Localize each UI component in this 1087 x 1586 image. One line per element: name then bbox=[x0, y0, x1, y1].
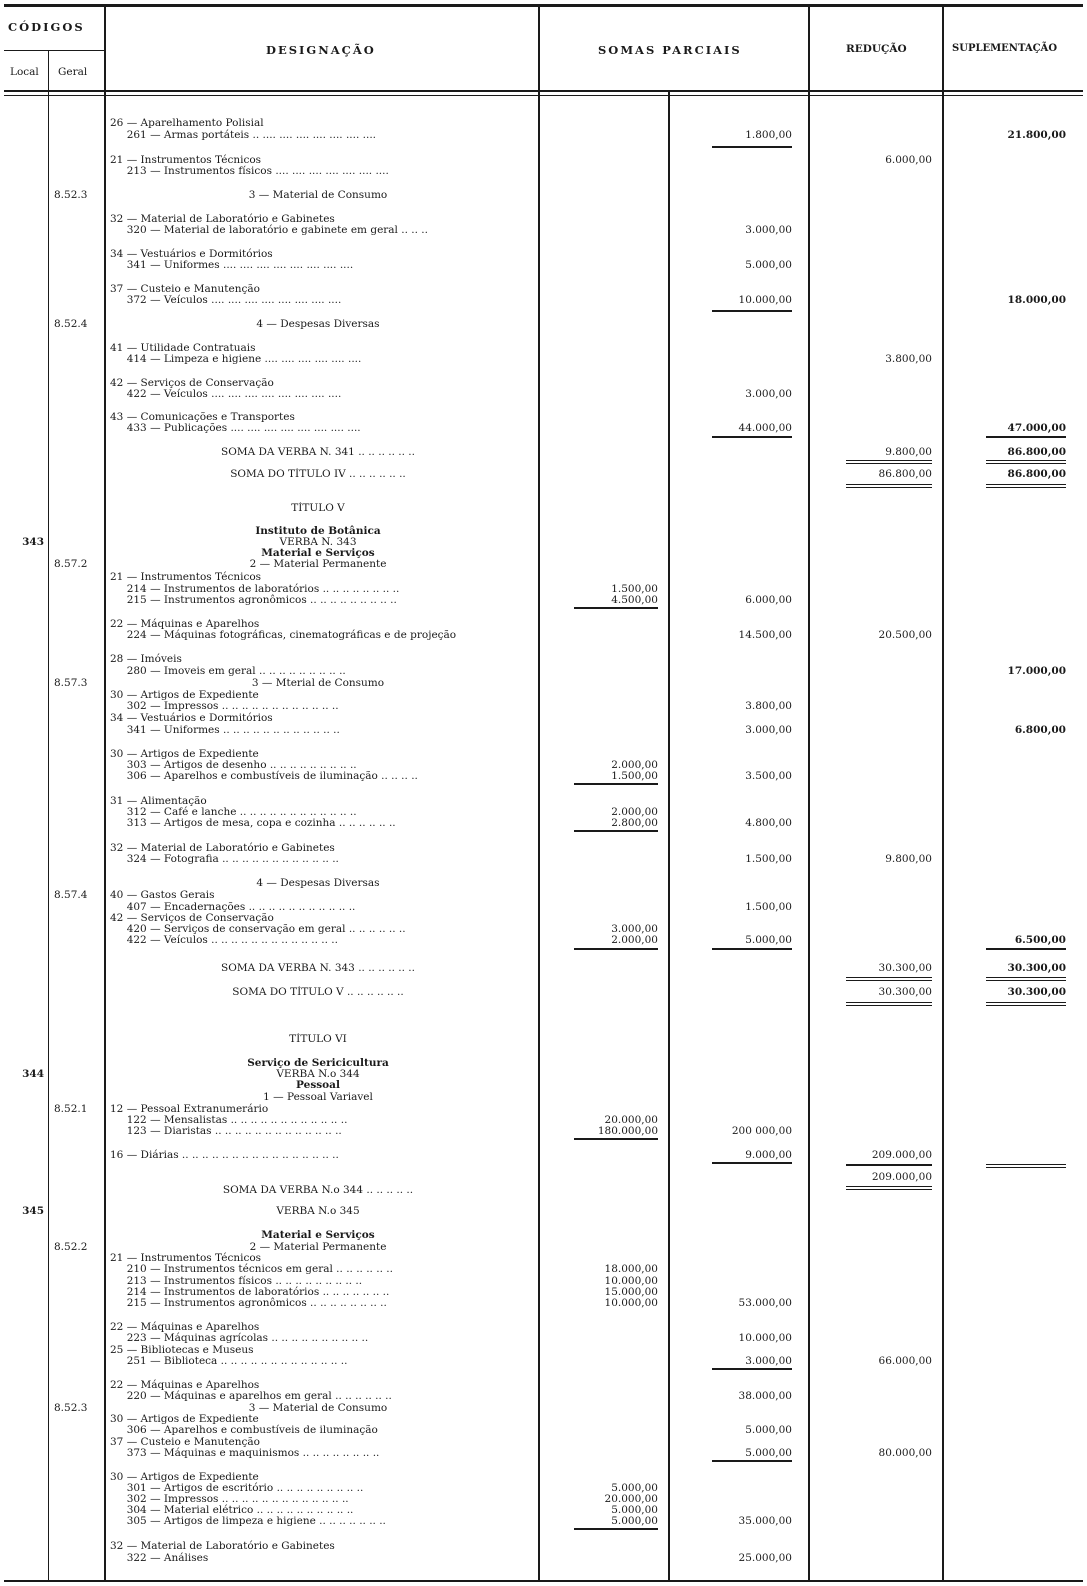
designacao-text: 31 — Alimentação bbox=[110, 795, 207, 807]
ledger-row bbox=[0, 1205, 1087, 1218]
ledger-row bbox=[0, 1515, 1087, 1528]
designacao-text: 302 — Impressos .. .. .. .. .. .. .. .. .. .. .. .. bbox=[110, 700, 339, 712]
ledger-row bbox=[0, 629, 1087, 642]
designacao-text: 312 — Café e lanche .. .. .. .. .. .. .. .. .. .. .. .. bbox=[110, 806, 357, 818]
soma-parcial-2: 5.000,00 bbox=[745, 259, 792, 271]
designacao-text: 407 — Encadernações .. .. .. .. .. .. .. .. .. .. .. bbox=[110, 901, 356, 913]
soma-parcial-2: 3.000,00 bbox=[745, 224, 792, 236]
header-somas-parciais: SOMAS PARCIAIS bbox=[598, 43, 742, 57]
code-geral: 8.57.3 bbox=[54, 677, 88, 689]
ledger-row bbox=[0, 446, 1087, 459]
suplementacao-value: 6.800,00 bbox=[1014, 724, 1066, 736]
total-rule bbox=[574, 1528, 658, 1530]
designacao-text: 422 — Veículos .... .... .... .... .... .... .... .... bbox=[110, 388, 342, 400]
top-border bbox=[4, 4, 1083, 7]
reducao-value: 20.500,00 bbox=[878, 629, 932, 641]
header-local: Local bbox=[10, 66, 39, 78]
soma-parcial-2: 38.000,00 bbox=[738, 1390, 792, 1402]
ledger-row bbox=[0, 468, 1087, 481]
suplementacao-value: 18.000,00 bbox=[1007, 294, 1066, 306]
designacao-text: SOMA DA VERBA N. 341 .. .. .. .. .. .. bbox=[221, 446, 415, 458]
ledger-row bbox=[0, 1184, 1087, 1197]
suplementacao-value: 6.500,00 bbox=[1014, 934, 1066, 946]
designacao-text: 302 — Impressos .. .. .. .. .. .. .. .. .. .. .. .. .. bbox=[110, 1493, 349, 1505]
soma-parcial-2: 53.000,00 bbox=[738, 1297, 792, 1309]
designacao-text: 4 — Despesas Diversas bbox=[256, 877, 380, 889]
designacao-text: 215 — Instrumentos agronômicos .. .. .. .. .. .. .. .. bbox=[110, 1297, 387, 1309]
total-rule bbox=[986, 948, 1066, 950]
designacao-text: 3 — Material de Consumo bbox=[248, 1402, 388, 1414]
total-rule bbox=[712, 1162, 792, 1164]
total-rule bbox=[846, 460, 932, 461]
soma-parcial-2: 200 000,00 bbox=[731, 1125, 792, 1137]
designacao-text: SOMA DO TÍTULO IV .. .. .. .. .. .. bbox=[230, 468, 406, 480]
designacao-text: 372 — Veículos .... .... .... .... .... .... .... .... bbox=[110, 294, 342, 306]
suplementacao-value: 21.800,00 bbox=[1007, 129, 1066, 141]
soma-parcial-1: 5.000,00 bbox=[611, 1504, 658, 1516]
designacao-text: 26 — Aparelhamento Polisial bbox=[110, 117, 264, 129]
ledger-row bbox=[0, 502, 1087, 515]
header-geral: Geral bbox=[58, 66, 88, 78]
designacao-text: 213 — Instrumentos físicos .... .... .... .... .... .... .... bbox=[110, 165, 389, 177]
header-reducao: REDUÇÃO bbox=[846, 43, 907, 55]
soma-parcial-2: 1.500,00 bbox=[745, 853, 792, 865]
designacao-text: 40 — Gastos Gerais bbox=[110, 889, 215, 901]
designacao-text: 32 — Material de Laboratório e Gabinetes bbox=[110, 213, 335, 225]
soma-parcial-1: 20.000,00 bbox=[604, 1493, 658, 1505]
designacao-text: 224 — Máquinas fotográficas, cinematográficas e de projeção bbox=[110, 629, 457, 641]
designacao-text: 306 — Aparelhos e combustíveis de iluminação bbox=[110, 1424, 378, 1436]
designacao-text: 37 — Custeio e Manutenção bbox=[110, 1436, 260, 1448]
designacao-text: 2 — Material Permanente bbox=[249, 558, 387, 570]
designacao-text: 16 — Diárias .. .. .. .. .. .. .. .. .. .. .. .. .. .. .. .. bbox=[110, 1149, 339, 1161]
code-geral: 8.57.2 bbox=[54, 558, 88, 570]
soma-parcial-2: 10.000,00 bbox=[738, 294, 792, 306]
header-suplementacao: SUPLEMENTAÇÃO bbox=[952, 43, 1058, 54]
designacao-text: 22 — Máquinas e Aparelhos bbox=[110, 618, 260, 630]
code-geral: 8.52.2 bbox=[54, 1241, 88, 1253]
soma-parcial-1: 5.000,00 bbox=[611, 1515, 658, 1527]
designacao-text: 373 — Máquinas e maquinismos .. .. .. .. .. .. .. .. bbox=[110, 1447, 380, 1459]
designacao-text: Instituto de Botânica bbox=[255, 525, 381, 537]
designacao-text: 1 — Pessoal Variavel bbox=[263, 1091, 373, 1103]
soma-parcial-2: 4.800,00 bbox=[745, 817, 792, 829]
designacao-text: 341 — Uniformes .. .. .. .. .. .. .. .. .. .. .. .. bbox=[110, 724, 340, 736]
designacao-text: 414 — Limpeza e higiene .... .... .... .... .... .... bbox=[110, 353, 362, 365]
designacao-text: 30 — Artigos de Expediente bbox=[110, 1471, 259, 1483]
soma-parcial-1: 180.000,00 bbox=[597, 1125, 658, 1137]
designacao-text: 223 — Máquinas agrícolas .. .. .. .. .. .. .. .. .. .. bbox=[110, 1332, 369, 1344]
soma-parcial-2: 3.500,00 bbox=[745, 770, 792, 782]
designacao-text: 4 — Despesas Diversas bbox=[256, 318, 380, 330]
suplementacao-value: 86.800,00 bbox=[1007, 446, 1066, 458]
reducao-value: 6.000,00 bbox=[885, 154, 932, 166]
soma-parcial-2: 10.000,00 bbox=[738, 1332, 792, 1344]
designacao-text: Pessoal bbox=[296, 1079, 340, 1091]
designacao-text: 30 — Artigos de Expediente bbox=[110, 1413, 259, 1425]
ledger-row bbox=[0, 129, 1087, 142]
reducao-value: 66.000,00 bbox=[878, 1355, 932, 1367]
ledger-row bbox=[0, 1355, 1087, 1368]
ledger-row bbox=[0, 1297, 1087, 1310]
total-rule bbox=[986, 436, 1066, 438]
ledger-row bbox=[0, 594, 1087, 607]
soma-parcial-2: 9.000,00 bbox=[745, 1149, 792, 1161]
ledger-row bbox=[0, 259, 1087, 272]
ledger-row bbox=[0, 934, 1087, 947]
header-bottom-border bbox=[4, 90, 1083, 92]
bottom-border bbox=[4, 1580, 1083, 1582]
designacao-text: 3 — Mterial de Consumo bbox=[251, 677, 385, 689]
soma-parcial-1: 5.000,00 bbox=[611, 1482, 658, 1494]
soma-parcial-1: 4.500,00 bbox=[611, 594, 658, 606]
designacao-text: 122 — Mensalistas .. .. .. .. .. .. .. .. .. .. .. .. bbox=[110, 1114, 348, 1126]
code-geral: 8.52.3 bbox=[54, 189, 88, 201]
code-local: 343 bbox=[22, 536, 44, 548]
designacao-text: 213 — Instrumentos físicos .. .. .. .. .. .. .. .. .. bbox=[110, 1275, 363, 1287]
soma-parcial-2: 5.000,00 bbox=[745, 1424, 792, 1436]
suplementacao-value: 86.800,00 bbox=[1007, 468, 1066, 480]
reducao-value: 80.000,00 bbox=[878, 1447, 932, 1459]
designacao-text: 21 — Instrumentos Técnicos bbox=[110, 154, 262, 166]
total-rule bbox=[574, 783, 658, 785]
codigos-divider bbox=[4, 50, 104, 51]
ledger-row bbox=[0, 770, 1087, 783]
ledger-row bbox=[0, 422, 1087, 435]
reducao-value: 30.300,00 bbox=[878, 986, 932, 998]
total-rule bbox=[846, 1002, 932, 1003]
ledger-row bbox=[0, 189, 1087, 202]
code-local: 344 bbox=[22, 1068, 44, 1080]
ledger-row bbox=[0, 1125, 1087, 1138]
designacao-text: TÍTULO V bbox=[291, 502, 345, 514]
soma-parcial-2: 35.000,00 bbox=[738, 1515, 792, 1527]
ledger-row bbox=[0, 1033, 1087, 1046]
designacao-text: SOMA DA VERBA N.o 344 .. .. .. .. .. bbox=[222, 1184, 414, 1196]
designacao-text: 12 — Pessoal Extranumerário bbox=[110, 1103, 269, 1115]
soma-parcial-1: 10.000,00 bbox=[604, 1297, 658, 1309]
designacao-text: 32 — Material de Laboratório e Gabinetes bbox=[110, 1540, 335, 1552]
total-rule bbox=[712, 1368, 792, 1370]
designacao-text: 313 — Artigos de mesa, copa e cozinha .. .. .. .. .. .. bbox=[110, 817, 396, 829]
designacao-text: 215 — Instrumentos agronômicos .. .. .. .. .. .. .. .. .. bbox=[110, 594, 397, 606]
designacao-text: 28 — Imóveis bbox=[110, 653, 182, 665]
soma-parcial-2: 44.000,00 bbox=[738, 422, 792, 434]
designacao-text: 220 — Máquinas e aparelhos em geral .. .. .. .. .. .. bbox=[110, 1390, 392, 1402]
designacao-text: 433 — Publicações .... .... .... .... .... .... .... .... bbox=[110, 422, 361, 434]
designacao-text: 320 — Material de laboratório e gabinete em geral .. .. .. bbox=[110, 224, 428, 236]
soma-parcial-1: 20.000,00 bbox=[604, 1114, 658, 1126]
code-local: 345 bbox=[22, 1205, 44, 1217]
designacao-text: 21 — Instrumentos Técnicos bbox=[110, 571, 262, 583]
designacao-text: 306 — Aparelhos e combustíveis de iluminação .. .. .. .. bbox=[110, 770, 418, 782]
total-rule bbox=[712, 436, 792, 438]
soma-parcial-2: 5.000,00 bbox=[745, 1447, 792, 1459]
designacao-text: 322 — Análises bbox=[110, 1552, 209, 1564]
designacao-text: VERBA N.o 345 bbox=[276, 1205, 360, 1217]
designacao-text: SOMA DO TÍTULO V .. .. .. .. .. .. bbox=[232, 986, 404, 998]
designacao-text: 123 — Diaristas .. .. .. .. .. .. .. .. .. .. .. .. .. bbox=[110, 1125, 342, 1137]
reducao-value: 209.000,00 bbox=[871, 1171, 932, 1183]
designacao-text: 42 — Serviços de Conservação bbox=[110, 377, 274, 389]
designacao-text: TÍTULO VI bbox=[289, 1033, 347, 1045]
designacao-text: 30 — Artigos de Expediente bbox=[110, 748, 259, 760]
designacao-text: 22 — Máquinas e Aparelhos bbox=[110, 1379, 260, 1391]
code-geral: 8.57.4 bbox=[54, 889, 88, 901]
reducao-value: 9.800,00 bbox=[885, 446, 932, 458]
ledger-row bbox=[0, 1447, 1087, 1460]
header-bottom-border-2 bbox=[4, 95, 1083, 96]
total-rule bbox=[712, 1460, 792, 1462]
reducao-value: 9.800,00 bbox=[885, 853, 932, 865]
total-rule bbox=[846, 484, 932, 485]
ledger-row bbox=[0, 817, 1087, 830]
designacao-text: VERBA N.o 344 bbox=[276, 1068, 360, 1080]
soma-parcial-2: 1.800,00 bbox=[745, 129, 792, 141]
suplementacao-value: 30.300,00 bbox=[1007, 962, 1066, 974]
ledger-row bbox=[0, 724, 1087, 737]
total-rule bbox=[712, 948, 792, 950]
ledger-row bbox=[0, 558, 1087, 571]
designacao-text: 22 — Máquinas e Aparelhos bbox=[110, 1321, 260, 1333]
total-rule bbox=[574, 948, 658, 950]
ledger-row bbox=[0, 224, 1087, 237]
soma-parcial-1: 2.000,00 bbox=[611, 806, 658, 818]
ledger-row bbox=[0, 853, 1087, 866]
designacao-text: 251 — Biblioteca .. .. .. .. .. .. .. .. .. .. .. .. .. bbox=[110, 1355, 348, 1367]
code-geral: 8.52.4 bbox=[54, 318, 88, 330]
designacao-text: 214 — Instrumentos de laboratórios .. .. .. .. .. .. .. bbox=[110, 1286, 390, 1298]
designacao-text: 304 — Material elétrico .. .. .. .. .. .. .. .. .. .. bbox=[110, 1504, 354, 1516]
designacao-text: 34 — Vestuários e Dormitórios bbox=[110, 248, 273, 260]
soma-parcial-2: 3.000,00 bbox=[745, 724, 792, 736]
designacao-text: Material e Serviços bbox=[261, 547, 375, 559]
soma-parcial-1: 2.000,00 bbox=[611, 759, 658, 771]
soma-parcial-2: 25.000,00 bbox=[738, 1552, 792, 1564]
designacao-text: 420 — Serviços de conservação em geral .. .. .. .. .. .. bbox=[110, 923, 406, 935]
soma-parcial-2: 6.000,00 bbox=[745, 594, 792, 606]
designacao-text: 324 — Fotografia .. .. .. .. .. .. .. .. .. .. .. .. bbox=[110, 853, 339, 865]
soma-parcial-1: 1.500,00 bbox=[611, 770, 658, 782]
reducao-value: 209.000,00 bbox=[871, 1149, 932, 1161]
ledger-row bbox=[0, 318, 1087, 331]
header-codigos: CÓDIGOS bbox=[8, 20, 85, 34]
designacao-text: 2 — Material Permanente bbox=[249, 1241, 387, 1253]
soma-parcial-1: 3.000,00 bbox=[611, 923, 658, 935]
designacao-text: 422 — Veículos .. .. .. .. .. .. .. .. .. .. .. .. .. bbox=[110, 934, 338, 946]
soma-parcial-1: 2.800,00 bbox=[611, 817, 658, 829]
designacao-text: 303 — Artigos de desenho .. .. .. .. .. .. .. .. .. bbox=[110, 759, 357, 771]
ledger-row bbox=[0, 1552, 1087, 1565]
total-rule bbox=[712, 310, 792, 312]
header-designacao: DESIGNAÇÃO bbox=[266, 43, 376, 57]
soma-parcial-1: 18.000,00 bbox=[604, 1263, 658, 1275]
soma-parcial-2: 14.500,00 bbox=[738, 629, 792, 641]
soma-parcial-2: 3.000,00 bbox=[745, 1355, 792, 1367]
ledger-row bbox=[0, 353, 1087, 366]
soma-parcial-2: 3.800,00 bbox=[745, 700, 792, 712]
code-geral: 8.52.3 bbox=[54, 1402, 88, 1414]
total-rule bbox=[986, 460, 1066, 461]
designacao-text: 341 — Uniformes .... .... .... .... .... .... .... .... bbox=[110, 259, 354, 271]
designacao-text: Material e Serviços bbox=[261, 1229, 375, 1241]
ledger-row bbox=[0, 1171, 1087, 1184]
designacao-text: 34 — Vestuários e Dormitórios bbox=[110, 712, 273, 724]
total-rule bbox=[574, 1138, 658, 1140]
designacao-text: 32 — Material de Laboratório e Gabinetes bbox=[110, 842, 335, 854]
ledger-row bbox=[0, 962, 1087, 975]
ledger-row bbox=[0, 294, 1087, 307]
designacao-text: 42 — Serviços de Conservação bbox=[110, 912, 274, 924]
designacao-text: VERBA N. 343 bbox=[279, 536, 357, 548]
designacao-text: 3 — Material de Consumo bbox=[248, 189, 388, 201]
designacao-text: 37 — Custeio e Manutenção bbox=[110, 283, 260, 295]
code-geral: 8.52.1 bbox=[54, 1103, 88, 1115]
soma-parcial-2: 3.000,00 bbox=[745, 388, 792, 400]
total-rule bbox=[712, 146, 792, 148]
soma-parcial-1: 15.000,00 bbox=[604, 1286, 658, 1298]
designacao-text: 214 — Instrumentos de laboratórios .. .. .. .. .. .. .. .. bbox=[110, 583, 400, 595]
suplementacao-value: 30.300,00 bbox=[1007, 986, 1066, 998]
suplementacao-value: 17.000,00 bbox=[1007, 665, 1066, 677]
soma-parcial-1: 2.000,00 bbox=[611, 934, 658, 946]
designacao-text: 280 — Imoveis em geral .. .. .. .. .. .. .. .. .. bbox=[110, 665, 346, 677]
soma-parcial-1: 1.500,00 bbox=[611, 583, 658, 595]
ledger-row bbox=[0, 1149, 1087, 1162]
reducao-value: 30.300,00 bbox=[878, 962, 932, 974]
designacao-text: 21 — Instrumentos Técnicos bbox=[110, 1252, 262, 1264]
soma-parcial-1: 10.000,00 bbox=[604, 1275, 658, 1287]
suplementacao-value: 47.000,00 bbox=[1007, 422, 1066, 434]
total-rule bbox=[986, 977, 1066, 978]
soma-parcial-2: 1.500,00 bbox=[745, 901, 792, 913]
designacao-text: 301 — Artigos de escritório .. .. .. .. .. .. .. .. .. bbox=[110, 1482, 364, 1494]
designacao-text: 43 — Comunicações e Transportes bbox=[110, 411, 295, 423]
ledger-row bbox=[0, 388, 1087, 401]
soma-parcial-2: 5.000,00 bbox=[745, 934, 792, 946]
designacao-text: 41 — Utilidade Contratuais bbox=[110, 342, 256, 354]
ledger-row bbox=[0, 986, 1087, 999]
designacao-text: 261 — Armas portáteis .. .... .... .... .... .... .... .... bbox=[110, 129, 377, 141]
ledger-row bbox=[0, 165, 1087, 178]
total-rule bbox=[846, 977, 932, 978]
designacao-text: 25 — Bibliotecas e Museus bbox=[110, 1344, 254, 1356]
total-rule bbox=[846, 1164, 932, 1166]
designacao-text: SOMA DA VERBA N. 343 .. .. .. .. .. .. bbox=[221, 962, 415, 974]
designacao-text: 30 — Artigos de Expediente bbox=[110, 689, 259, 701]
designacao-text: 210 — Instrumentos técnicos em geral .. .. .. .. .. .. bbox=[110, 1263, 393, 1275]
reducao-value: 86.800,00 bbox=[878, 468, 932, 480]
total-rule bbox=[986, 484, 1066, 485]
reducao-value: 3.800,00 bbox=[885, 353, 932, 365]
designacao-text: Serviço de Sericicultura bbox=[247, 1057, 389, 1069]
designacao-text: 305 — Artigos de limpeza e higiene .. .. .. .. .. .. .. bbox=[110, 1515, 386, 1527]
total-rule bbox=[986, 1002, 1066, 1003]
total-rule bbox=[986, 1164, 1066, 1165]
total-rule bbox=[574, 830, 658, 832]
total-rule bbox=[574, 607, 658, 609]
